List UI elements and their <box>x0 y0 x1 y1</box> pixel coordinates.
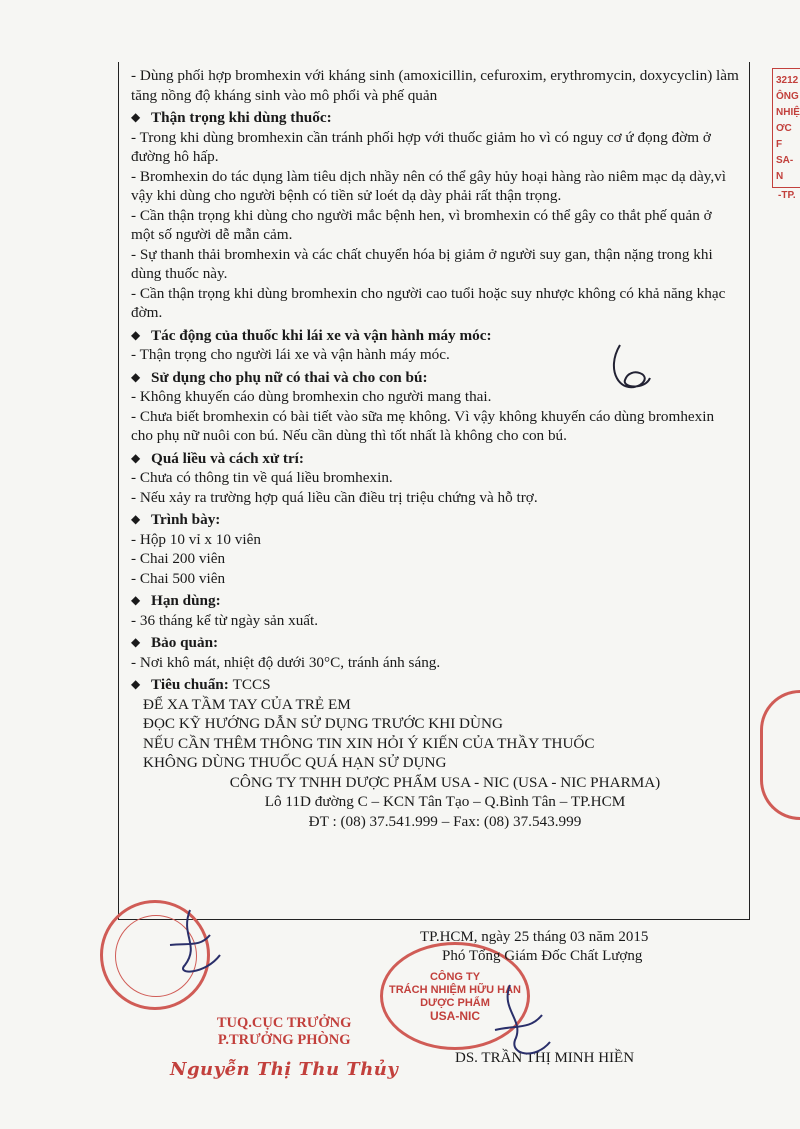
bullet-line <box>131 468 739 488</box>
bullet-line <box>131 66 739 105</box>
bullet-line <box>131 245 739 284</box>
section-heading <box>131 675 739 695</box>
authority-signature-name: Nguyễn Thị Thu Thủy <box>170 1059 399 1080</box>
heading-text: Tiêu chuẩn: <box>151 676 229 693</box>
heading-text: Hạn dùng: <box>151 592 221 609</box>
bullet-line <box>131 569 739 589</box>
company-name: CÔNG TY TNHH DƯỢC PHẨM USA - NIC (USA - NIC PHARMA) <box>229 773 661 791</box>
bullet-line <box>131 653 739 673</box>
seal-line: TRÁCH NHIỆM HỮU HẠN <box>389 984 521 996</box>
bullet-text: - Trong khi dùng bromhexin cần tránh phối hợp với thuốc giảm ho vì có nguy cơ ứ đọng đờm ở đường hô hấp. <box>131 128 711 165</box>
company-phone: ĐT : (08) 37.541.999 – Fax: (08) 37.543.999 <box>308 812 582 830</box>
bullet-text: - Sự thanh thải bromhexin và các chất chuyển hóa bị giảm ở người suy gan, thận nặng trong khi dùng thuốc này. <box>131 245 713 282</box>
bullet-line <box>131 206 739 245</box>
seal-line: DƯỢC PHẨM <box>420 997 490 1009</box>
signoff-block <box>420 928 648 966</box>
signoff-title: Phó Tổng Giám Đốc Chất Lượng <box>442 948 643 964</box>
bullet-text: - Nếu xảy ra trường hợp quá liều cần điều trị triệu chứng và hỗ trợ. <box>131 488 538 506</box>
bullet-text: - Cần thận trọng khi dùng cho người mắc bệnh hen, vì bromhexin có thể gây co thắt phế quản ở một số người dễ mẫn cảm. <box>131 206 712 243</box>
signature-mark-left <box>150 905 230 985</box>
signoff-name: DS. TRẦN THỊ MINH HIỀN <box>455 1050 635 1066</box>
bullet-text: - Hộp 10 vỉ x 10 viên <box>131 530 261 548</box>
authority-line1: TUQ.CỤC TRƯỞNG <box>216 1015 352 1031</box>
section-heading <box>131 449 739 469</box>
margin-stamp-line: ƠC F <box>776 123 792 150</box>
bullet-line <box>131 611 739 631</box>
diamond-icon: ◆ <box>131 677 141 691</box>
diamond-icon: ◆ <box>131 593 141 607</box>
margin-stamp-line: ÔNG <box>776 91 799 102</box>
bullet-text: - Dùng phối hợp bromhexin với kháng sinh (amoxicillin, cefuroxim, erythromycin, doxycyclin) làm tăng nồng độ kháng sinh vào mô phổi và phế quản <box>131 67 739 104</box>
section-heading <box>131 510 739 530</box>
seal-line: USA-NIC <box>430 1009 480 1023</box>
bullet-line <box>131 530 739 550</box>
bullet-line <box>131 488 739 508</box>
signature-mark-center <box>600 340 660 400</box>
bullet-text: - Chưa biết bromhexin có bài tiết vào sữa mẹ không. Vì vậy không khuyến cáo dùng bromhexin cho phụ nữ nuôi con bú. Nếu cần dùng thì tốt nhất là không cho con bú. <box>131 407 715 444</box>
heading-text: Bảo quản: <box>151 634 219 651</box>
bullet-line <box>131 284 739 323</box>
heading-text: Tác động của thuốc khi lái xe và vận hành máy móc: <box>151 326 492 344</box>
warning-line: ĐỌC KỸ HƯỚNG DẪN SỬ DỤNG TRƯỚC KHI DÙNG <box>143 715 503 732</box>
seal-line: CÔNG TY <box>429 971 481 983</box>
bullet-text: - Bromhexin do tác dụng làm tiêu dịch nhầy nên có thể gây hủy hoại hàng rào niêm mạc dạ dày,vì vậy khi dùng cho người bệnh có tiền sử loét dạ dày phải rất thận trọng. <box>131 167 726 204</box>
authority-block <box>170 1015 398 1078</box>
diamond-icon: ◆ <box>131 512 141 526</box>
document-frame <box>118 62 750 920</box>
bullet-text: - Chưa có thông tin về quá liều bromhexin. <box>131 469 393 486</box>
bullet-text: - Cần thận trọng khi dùng bromhexin cho người cao tuổi hoặc suy nhược không có khả năng khạc đờm. <box>131 284 726 321</box>
signature-mark-right <box>480 980 560 1065</box>
bullet-text: - Chai 500 viên <box>131 569 226 587</box>
diamond-icon: ◆ <box>131 110 141 124</box>
bullet-line <box>131 407 739 446</box>
signoff-date: TP.HCM, ngày 25 tháng 03 năm 2015 <box>420 929 649 945</box>
company-address: Lô 11D đường C – KCN Tân Tạo – Q.Bình Tân – TP.HCM <box>264 793 626 810</box>
bullet-line <box>131 167 739 206</box>
diamond-icon: ◆ <box>131 635 141 649</box>
diamond-icon: ◆ <box>131 327 141 342</box>
margin-stamp <box>772 68 800 188</box>
bullet-line <box>131 549 739 569</box>
heading-text: Trình bày: <box>151 511 221 528</box>
edge-seal <box>760 690 800 820</box>
bullet-text: - Không khuyến cáo dùng bromhexin cho người mang thai. <box>131 388 492 405</box>
diamond-icon: ◆ <box>131 369 141 384</box>
warning-line: NẾU CẦN THÊM THÔNG TIN XIN HỎI Ý KIẾN CỦA THẦY THUỐC <box>143 734 595 752</box>
warning-line: ĐỂ XA TẦM TAY CỦA TRẺ EM <box>143 695 351 713</box>
bullet-text: - Thận trọng cho người lái xe và vận hành máy móc. <box>131 346 450 363</box>
heading-text: Sử dụng cho phụ nữ có thai và cho con bú: <box>151 368 428 386</box>
diamond-icon: ◆ <box>131 450 141 465</box>
section-heading <box>131 633 739 653</box>
heading-value: TCCS <box>232 676 271 693</box>
margin-stamp-line: SA-N <box>776 155 794 182</box>
margin-stamp-tp: -TP. <box>778 190 796 201</box>
heading-text: Thận trọng khi dùng thuốc: <box>151 109 332 126</box>
section-heading <box>131 591 739 611</box>
authority-line2: P.TRƯỞNG PHÒNG <box>217 1032 351 1048</box>
bullet-text: - Chai 200 viên <box>131 550 226 567</box>
margin-stamp-line: NHIỆ <box>776 107 800 118</box>
heading-text: Quá liều và cách xử trí: <box>151 449 304 467</box>
bullet-text: - Nơi khô mát, nhiệt độ dưới 30°C, tránh ánh sáng. <box>131 653 441 671</box>
section-heading <box>131 108 739 128</box>
margin-stamp-number: 3212 <box>776 75 799 86</box>
bullet-line <box>131 128 739 167</box>
bullet-text: - 36 tháng kể từ ngày sản xuất. <box>131 611 319 629</box>
warning-line: KHÔNG DÙNG THUỐC QUÁ HẠN SỬ DỤNG <box>143 754 447 771</box>
